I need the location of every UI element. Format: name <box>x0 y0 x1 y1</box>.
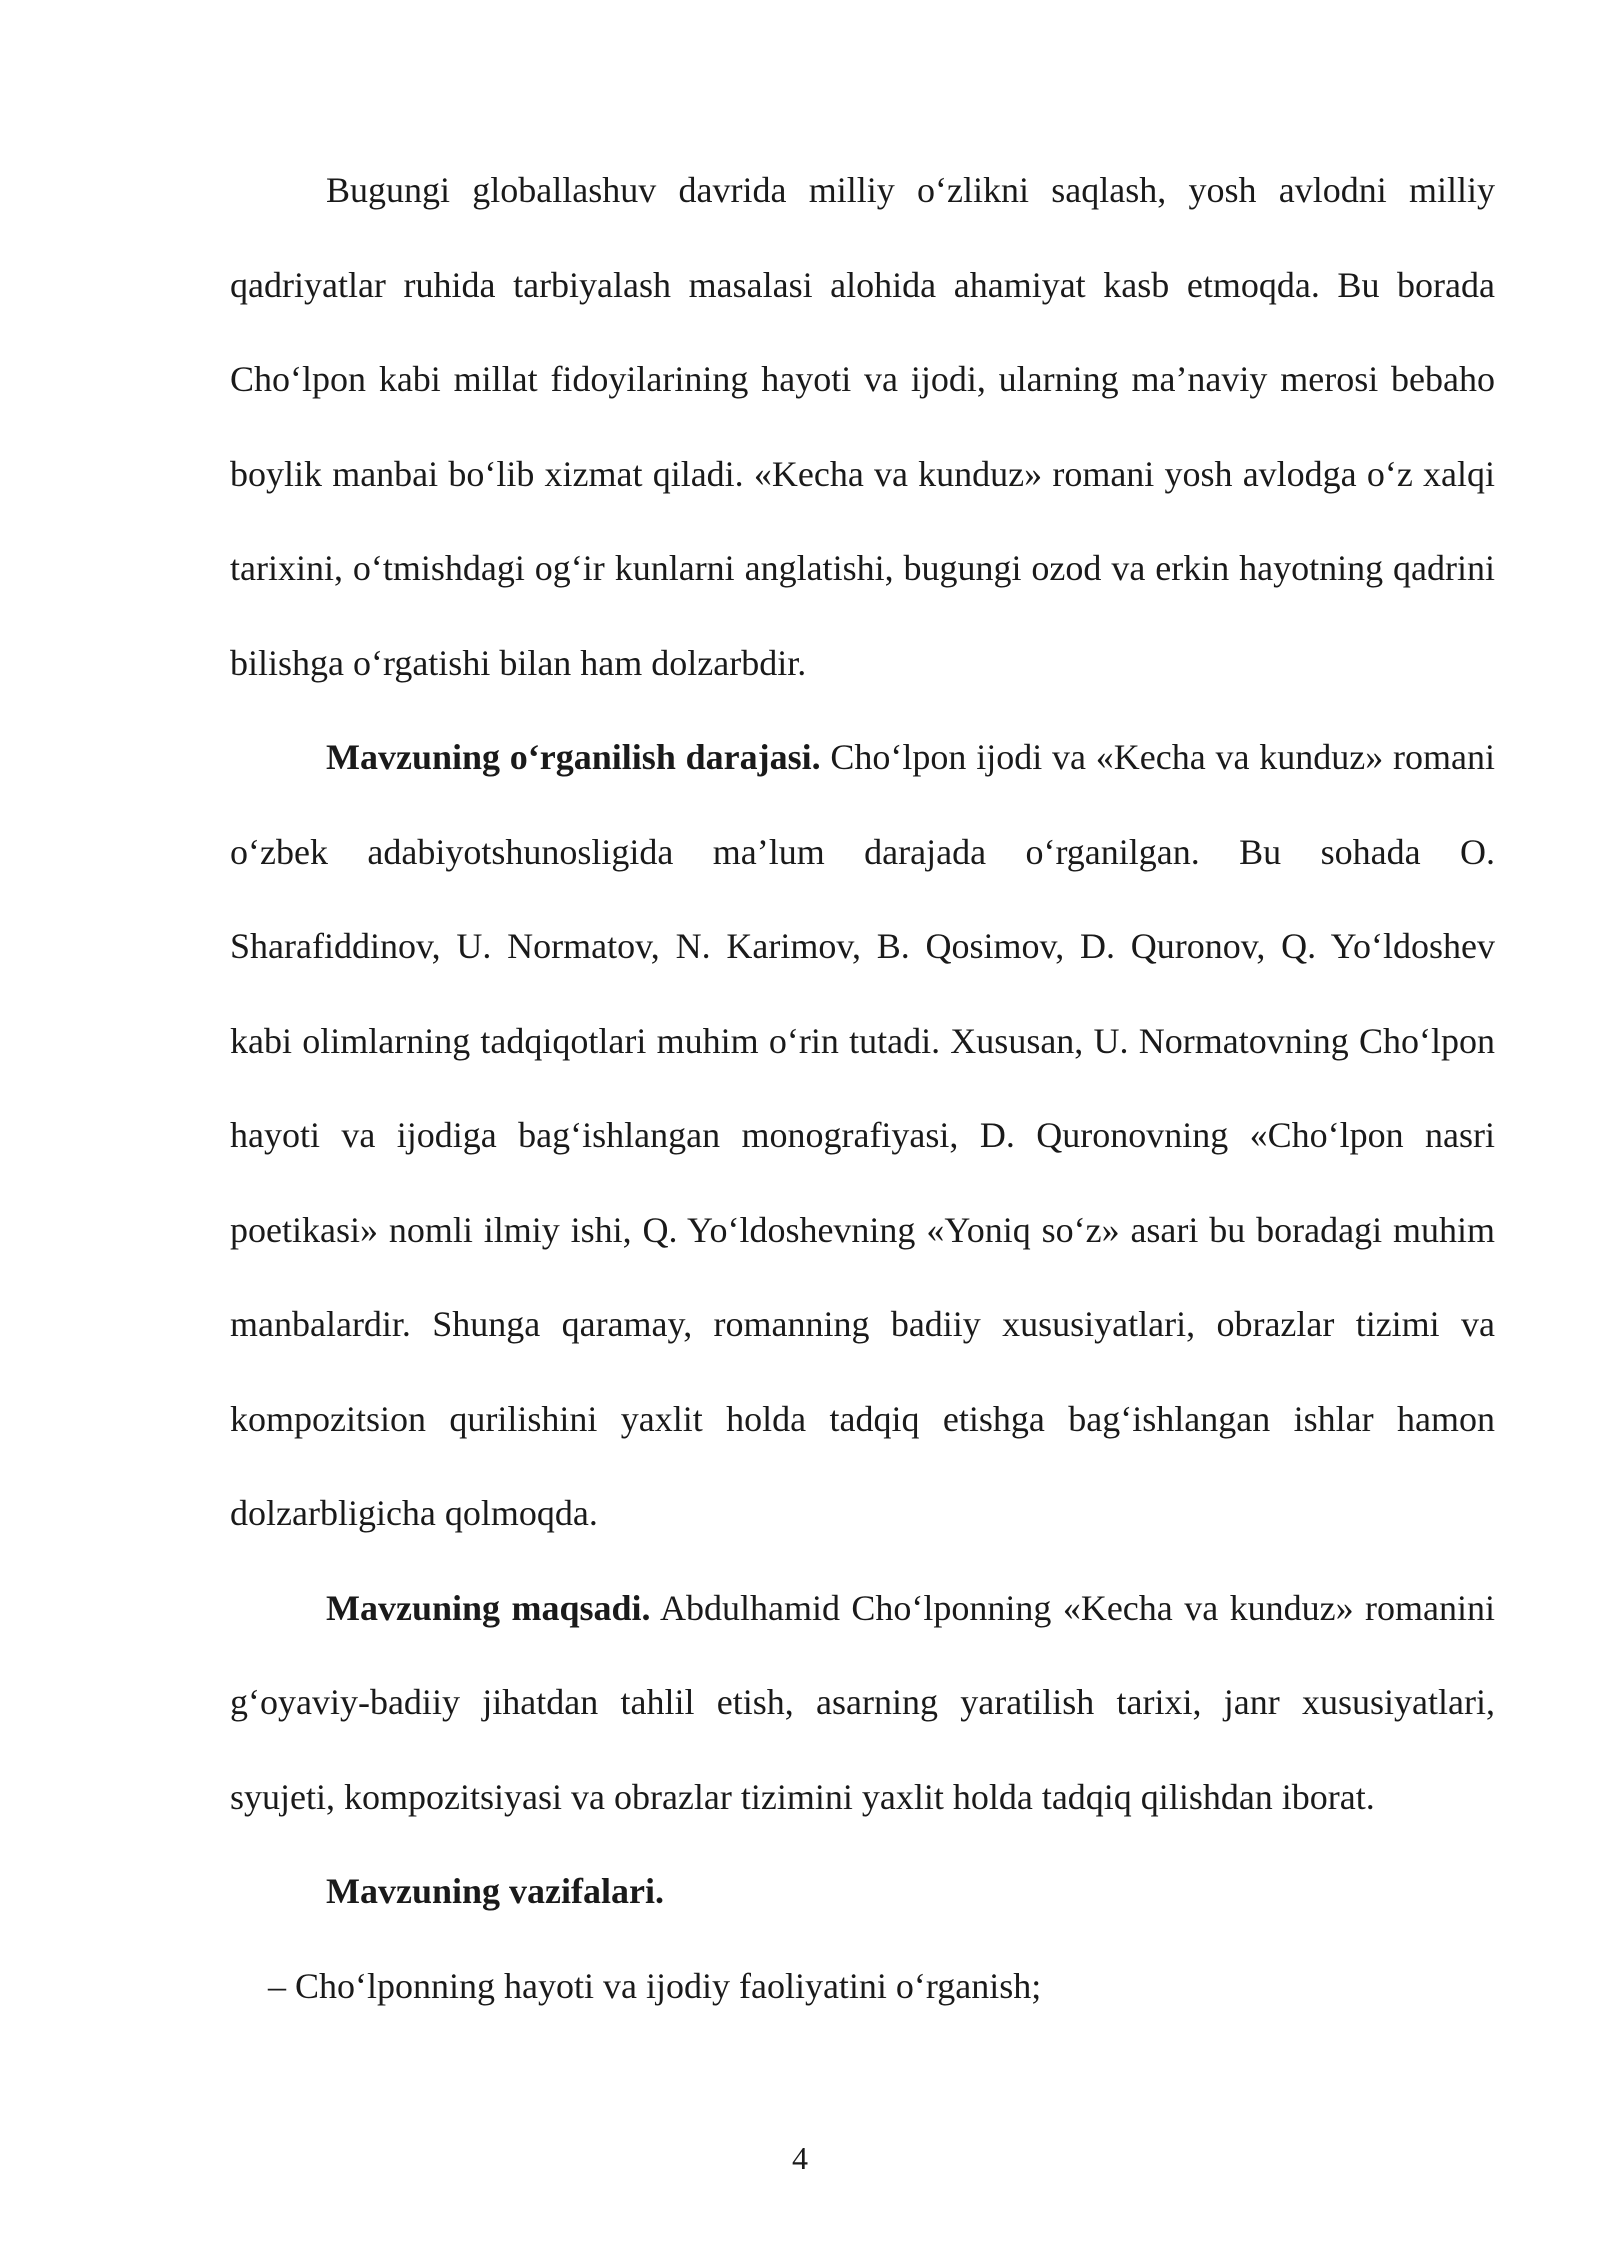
paragraph-tasks <box>230 1844 1495 1939</box>
paragraph-heading: Mavzuning vazifalari. <box>326 1871 664 1911</box>
paragraph-study-level <box>230 710 1495 1561</box>
page-number: 4 <box>792 2140 808 2176</box>
paragraph-text: Bugungi globallashuv davrida milliy o‘zlikni saqlash, yosh avlodni milliy qadriyatlar ruhida tarbiyalash masalasi alohida ahamiyat kasb etmoqda. Bu borada Cho‘lpon kabi millat fidoyilarining hayoti va ijodi, ularning ma’naviy merosi bebaho boylik manbai bo‘lib xizmat qiladi. «Kecha va kunduz» romani yosh avlodga o‘z xalqi tarixini, o‘tmishdagi og‘ir kunlarni anglatishi, bugungi ozod va erkin hayotning qadrini bilishga o‘rgatishi bilan ham dolzarbdir. <box>230 170 1495 683</box>
list-item: – Cho‘lponning hayoti va ijodiy faoliyatini o‘rganish; <box>268 1965 1042 2006</box>
paragraph-goal <box>230 1561 1495 1845</box>
paragraph-text: Abdulhamid Cho‘lponning «Kecha va kunduz» romanini g‘oyaviy-badiiy jihatdan tahlil etish, asarning yaratilish tarixi, janr xususiyatlari, syujeti, kompozitsiyasi va obrazlar tizimini yaxlit holda tadqiq qilishdan iborat. <box>230 1587 1495 1817</box>
paragraph-heading: Mavzuning o‘rganilish darajasi. <box>326 737 821 777</box>
page-body <box>230 143 1495 2033</box>
paragraph-heading: Mavzuning maqsadi. <box>326 1587 651 1628</box>
paragraph-text: Cho‘lpon ijodi va «Kecha va kunduz» romani o‘zbek adabiyotshunosligida ma’lum darajada o‘rganilgan. Bu sohada O. Sharafiddinov, U. Normatov, N. Karimov, B. Qosimov, D. Quronov, Q. Yo‘ldoshev kabi olimlarning tadqiqotlari muhim o‘rin tutadi. Xususan, U. Normatovning Cho‘lpon hayoti va ijodiga bag‘ishlangan monografiyasi, D. Quronovning «Cho‘lpon nasri poetikasi» nomli ilmiy ishi, Q. Yo‘ldoshevning «Yoniq so‘z» asari bu boradagi muhim manbalardir. Shunga qaramay, romanning badiiy xususiyatlari, obrazlar tizimi va kompozitsion qurilishini yaxlit holda tadqiq etishga bag‘ishlangan ishlar hamon dolzarbligicha qolmoqda. <box>230 737 1495 1533</box>
paragraph-intro <box>230 143 1495 710</box>
